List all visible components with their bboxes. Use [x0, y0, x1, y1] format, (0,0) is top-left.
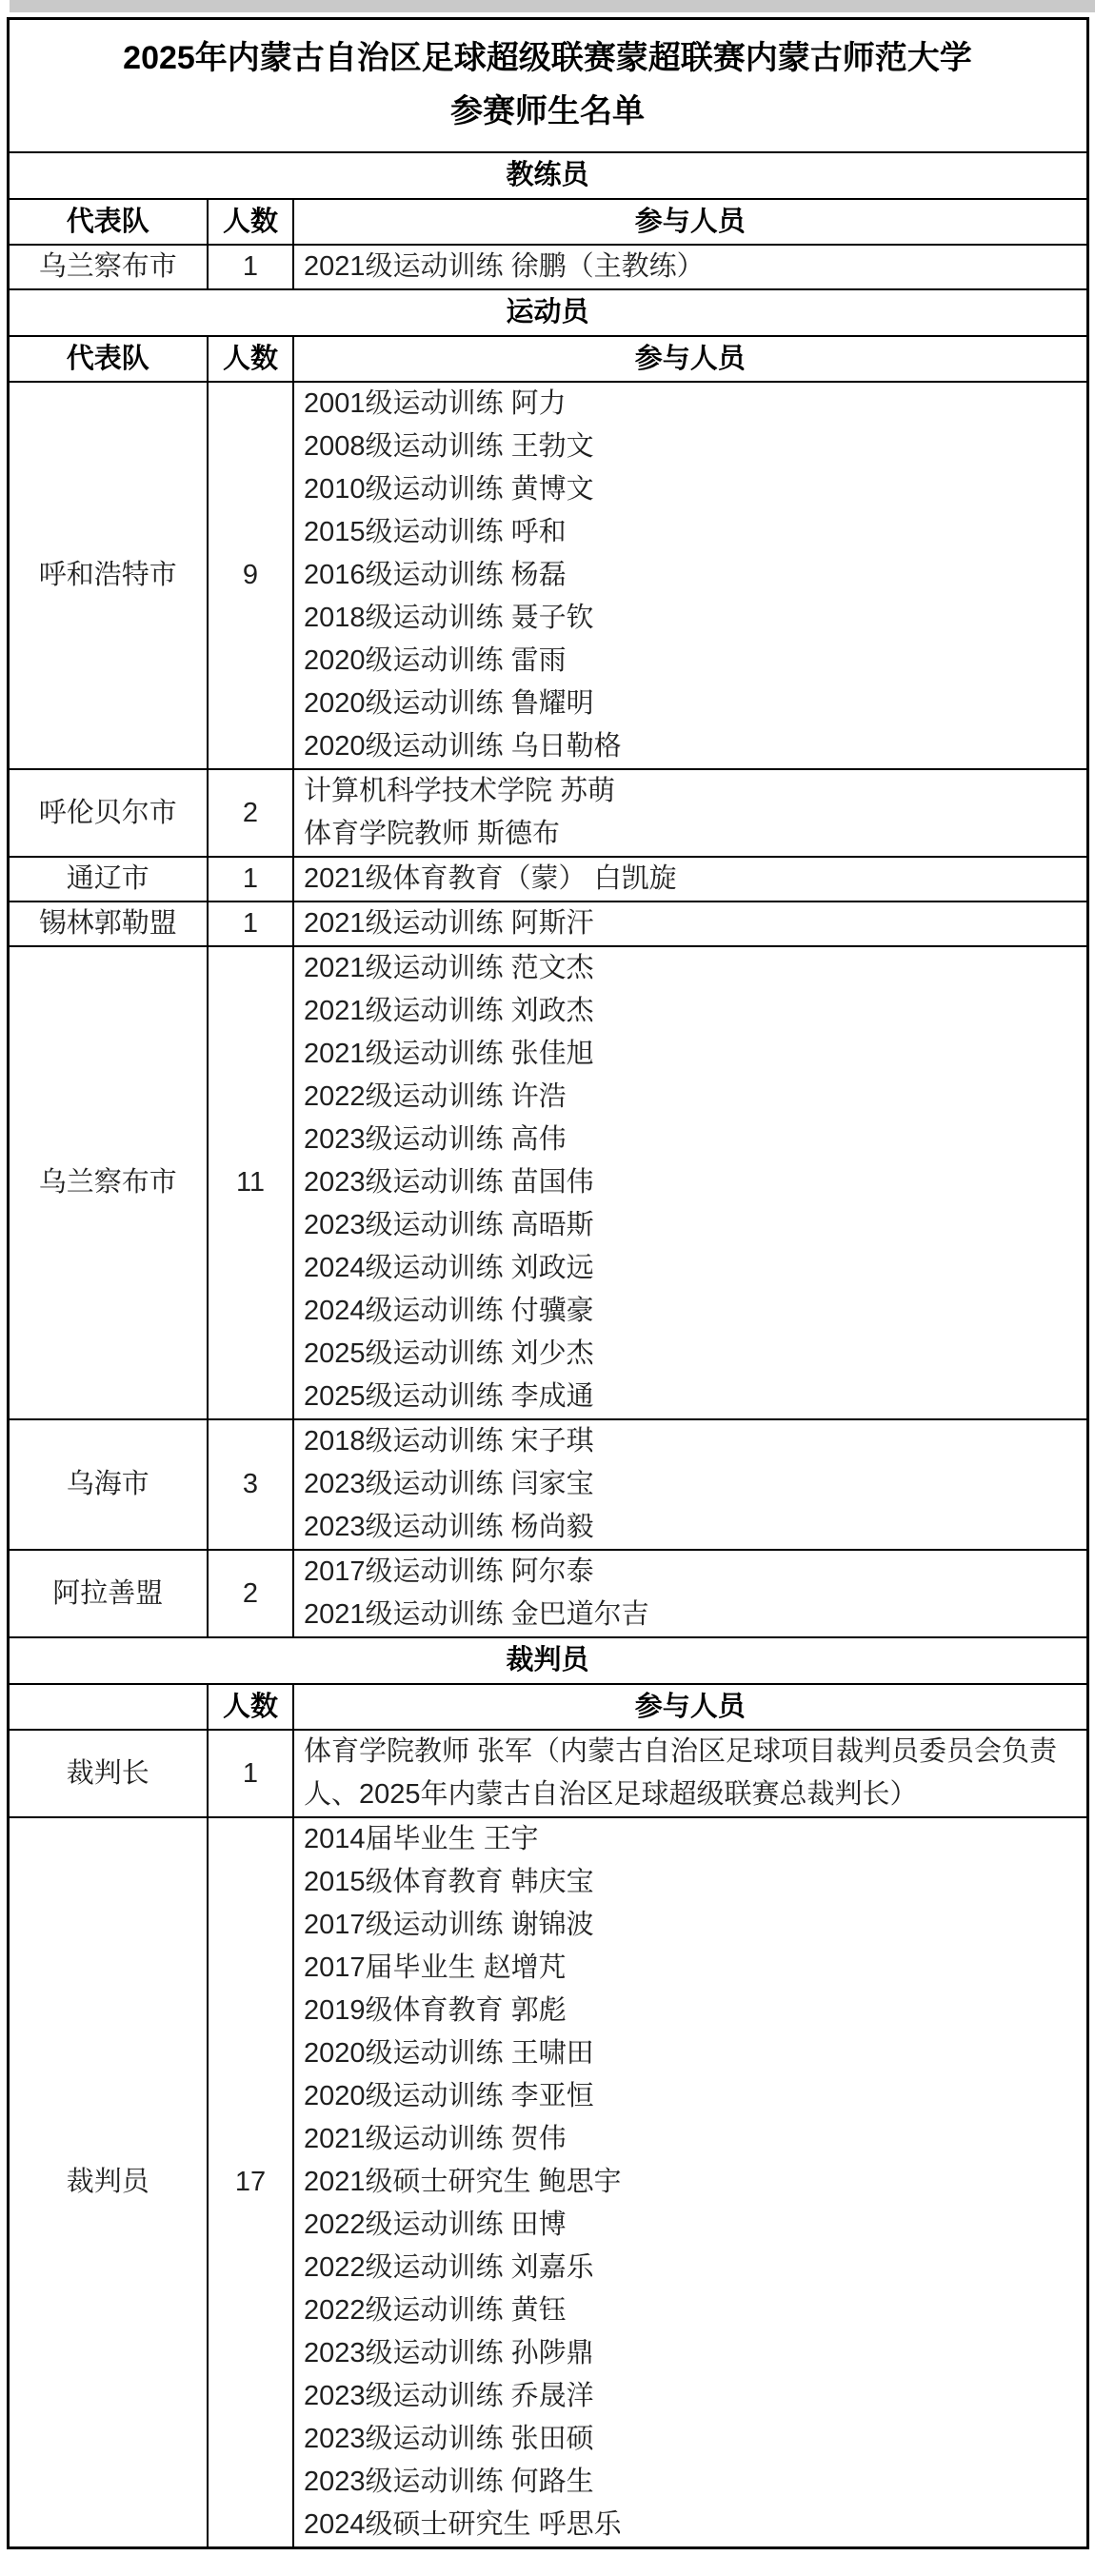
team-row [8, 902, 1087, 946]
members-list [293, 902, 1087, 946]
column-header-row-referees [8, 1684, 1087, 1730]
document-title-line-2: 参赛师生名单 [450, 93, 645, 129]
title-row [8, 19, 1087, 153]
member-line: 2024级运动训练 刘政远 [304, 1253, 594, 1283]
members-list [293, 245, 1087, 289]
team-count: 17 [208, 1817, 293, 2548]
members-list [293, 382, 1087, 769]
roster-table [7, 17, 1089, 2549]
member-line: 2020级运动训练 王啸田 [304, 2038, 594, 2069]
member-line: 2018级运动训练 宋子琪 [304, 1426, 594, 1456]
team-row [8, 769, 1087, 857]
team-count: 11 [208, 946, 293, 1419]
members-list [293, 857, 1087, 902]
team-row [8, 1817, 1087, 2548]
member-line: 2021级运动训练 阿斯汗 [304, 908, 594, 939]
team-name: 裁判长 [8, 1730, 208, 1817]
team-row [8, 1419, 1087, 1550]
team-name: 锡林郭勒盟 [8, 902, 208, 946]
members-list [293, 946, 1087, 1419]
member-line: 2017级运动训练 谢锦波 [304, 1910, 594, 1940]
member-line: 2008级运动训练 王勃文 [304, 431, 594, 462]
member-line: 2024级运动训练 付骥豪 [304, 1296, 594, 1326]
team-name: 呼伦贝尔市 [8, 769, 208, 857]
column-header-members: 参与人员 [293, 199, 1087, 245]
section-title-coaches: 教练员 [8, 152, 1087, 199]
member-line: 体育学院教师 张军（内蒙古自治区足球项目裁判员委员会负责人、2025年内蒙古自治区足球超级联赛总裁判长） [304, 1736, 1058, 1810]
team-count: 1 [208, 857, 293, 902]
members-list [293, 1550, 1087, 1637]
member-line: 体育学院教师 斯德布 [304, 819, 561, 849]
member-line: 2021级运动训练 张佳旭 [304, 1039, 594, 1069]
member-line: 2021级运动训练 贺伟 [304, 2124, 567, 2154]
column-header-members: 参与人员 [293, 336, 1087, 382]
team-count: 9 [208, 382, 293, 769]
member-line: 2023级运动训练 孙陟鼎 [304, 2338, 594, 2368]
member-line: 2010级运动训练 黄博文 [304, 474, 594, 505]
member-line: 2022级运动训练 刘嘉乐 [304, 2252, 594, 2283]
team-name: 乌海市 [8, 1419, 208, 1550]
section-title-referees: 裁判员 [8, 1637, 1087, 1684]
team-row [8, 857, 1087, 902]
team-count: 3 [208, 1419, 293, 1550]
member-line: 2019级体育教育 郭彪 [304, 1995, 567, 2026]
member-line: 2020级运动训练 鲁耀明 [304, 688, 594, 719]
section-header-row-referees [8, 1637, 1087, 1684]
member-line: 2020级运动训练 雷雨 [304, 645, 567, 676]
column-header-members: 参与人员 [293, 1684, 1087, 1730]
section-header-row-athletes [8, 289, 1087, 336]
team-name: 呼和浩特市 [8, 382, 208, 769]
member-line: 2021级运动训练 金巴道尔吉 [304, 1599, 649, 1630]
member-line: 2025级运动训练 刘少杰 [304, 1338, 594, 1369]
member-line: 2021级硕士研究生 鲍思宇 [304, 2167, 622, 2197]
column-header-count: 人数 [208, 199, 293, 245]
member-line: 2014届毕业生 王宇 [304, 1824, 539, 1854]
column-header-count: 人数 [208, 1684, 293, 1730]
team-count: 2 [208, 769, 293, 857]
member-line: 2022级运动训练 许浩 [304, 1081, 567, 1112]
team-row [8, 382, 1087, 769]
column-header-team: 代表队 [8, 199, 208, 245]
member-line: 2020级运动训练 乌日勒格 [304, 731, 622, 762]
team-count: 1 [208, 902, 293, 946]
document-title-line-1: 2025年内蒙古自治区足球超级联赛蒙超联赛内蒙古师范大学 [123, 40, 972, 76]
team-row [8, 946, 1087, 1419]
member-line: 2017届毕业生 赵增芃 [304, 1952, 567, 1983]
team-name: 乌兰察布市 [8, 946, 208, 1419]
section-title-athletes: 运动员 [8, 289, 1087, 336]
roster-table-body [8, 19, 1087, 2548]
member-line: 2015级体育教育 韩庆宝 [304, 1867, 594, 1897]
team-count: 1 [208, 245, 293, 289]
team-row [8, 245, 1087, 289]
page-top-divider [10, 0, 1095, 12]
member-line: 2021级体育教育（蒙） 白凯旋 [304, 863, 677, 894]
member-line: 2023级运动训练 高伟 [304, 1124, 567, 1155]
members-list [293, 1730, 1087, 1817]
team-count: 1 [208, 1730, 293, 1817]
member-line: 2023级运动训练 高晤斯 [304, 1210, 594, 1240]
team-name: 裁判员 [8, 1817, 208, 2548]
team-name: 乌兰察布市 [8, 245, 208, 289]
member-line: 2023级运动训练 杨尚毅 [304, 1512, 594, 1542]
member-line: 计算机科学技术学院 苏萌 [304, 776, 616, 806]
member-line: 2016级运动训练 杨磊 [304, 560, 567, 590]
member-line: 2022级运动训练 黄钰 [304, 2295, 567, 2326]
member-line: 2023级运动训练 苗国伟 [304, 1167, 594, 1198]
team-row [8, 1550, 1087, 1637]
member-line: 2025级运动训练 李成通 [304, 1381, 594, 1412]
member-line: 2023级运动训练 乔晟洋 [304, 2381, 594, 2411]
team-row [8, 1730, 1087, 1817]
member-line: 2001级运动训练 阿力 [304, 388, 567, 419]
member-line: 2015级运动训练 呼和 [304, 517, 567, 547]
column-header-team: 代表队 [8, 336, 208, 382]
members-list [293, 769, 1087, 857]
member-line: 2021级运动训练 刘政杰 [304, 996, 594, 1026]
members-list [293, 1419, 1087, 1550]
member-line: 2021级运动训练 范文杰 [304, 953, 594, 983]
member-line: 2023级运动训练 何路生 [304, 2467, 594, 2497]
column-header-row-athletes [8, 336, 1087, 382]
team-count: 2 [208, 1550, 293, 1637]
team-name: 通辽市 [8, 857, 208, 902]
member-line: 2023级运动训练 张田硕 [304, 2424, 594, 2454]
team-name: 阿拉善盟 [8, 1550, 208, 1637]
member-line: 2024级硕士研究生 呼思乐 [304, 2509, 622, 2540]
column-header-team [8, 1684, 208, 1730]
section-header-row-coaches [8, 152, 1087, 199]
column-header-count: 人数 [208, 336, 293, 382]
member-line: 2022级运动训练 田博 [304, 2209, 567, 2240]
member-line: 2017级运动训练 阿尔泰 [304, 1556, 594, 1587]
column-header-row-coaches [8, 199, 1087, 245]
members-list [293, 1817, 1087, 2548]
member-line: 2020级运动训练 李亚恒 [304, 2081, 594, 2111]
document-title [8, 19, 1087, 153]
member-line: 2023级运动训练 闫家宝 [304, 1469, 594, 1499]
member-line: 2018级运动训练 聂子钦 [304, 603, 594, 633]
member-line: 2021级运动训练 徐鹏（主教练） [304, 251, 705, 282]
